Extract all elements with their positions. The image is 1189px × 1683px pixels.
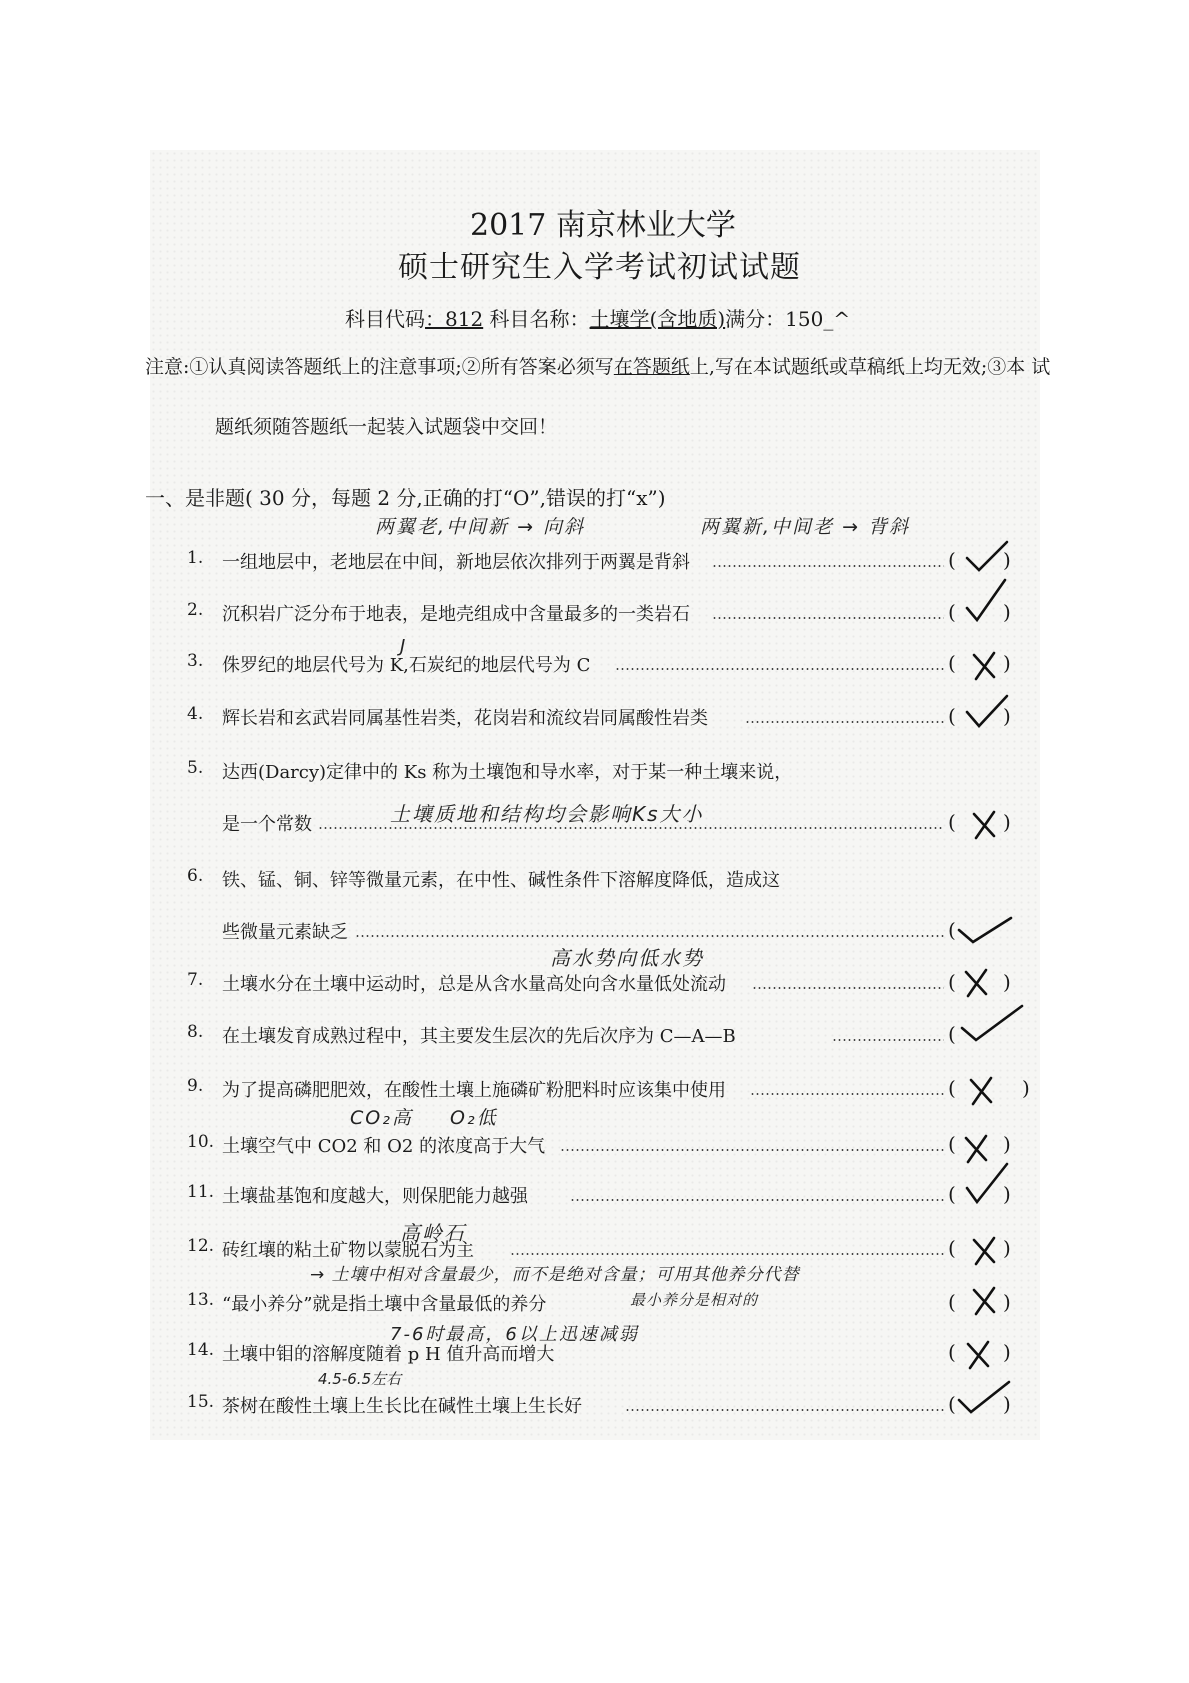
- answer-bracket: (: [948, 918, 956, 942]
- leader-dots: [832, 1039, 944, 1041]
- answer-bracket: ): [1003, 704, 1011, 728]
- handwritten-note-q13b: 最小养分是相对的: [630, 1291, 759, 1309]
- answer-bracket: ): [1003, 810, 1011, 834]
- leader-dots: [752, 987, 944, 989]
- answer-bracket: ): [1003, 970, 1011, 994]
- question-text: 土壤水分在土壤中运动时，总是从含水量高处向含水量低处流动: [222, 974, 726, 995]
- answer-bracket: (: [948, 1290, 956, 1314]
- question-text: 是一个常数: [222, 814, 312, 835]
- answer-bracket: (: [948, 1392, 956, 1416]
- answer-bracket: ): [1003, 1236, 1011, 1260]
- question-text: 土壤中钼的溶解度随着 p H 值升高而增大: [222, 1344, 555, 1365]
- leader-dots: [712, 565, 944, 567]
- subject-name-label: 科目名称：: [489, 307, 590, 331]
- question-text: 侏罗纪的地层代号为 K,石炭纪的地层代号为 C: [222, 655, 591, 676]
- cross-mark-icon: [968, 1284, 1002, 1318]
- question-text: 沉积岩广泛分布于地表，是地壳组成中含量最多的一类岩石: [222, 604, 690, 625]
- answer-bracket: ): [1003, 600, 1011, 624]
- question-text: 在土壤发育成熟过程中，其主要发生层次的先后次序为 C—A—B: [222, 1026, 736, 1047]
- exam-subtitle: 硕士研究生入学考试初试试题: [398, 250, 801, 285]
- cross-mark-icon: [962, 1338, 996, 1372]
- handwritten-note-q10-a: CO₂高: [350, 1107, 413, 1129]
- question-text: 土壤盐基饱和度越大，则保肥能力越强: [222, 1186, 528, 1207]
- subject-line: [345, 303, 850, 332]
- answer-bracket: (: [948, 1076, 956, 1100]
- answer-bracket: ): [1003, 1340, 1011, 1364]
- subject-name-value: 土壤学(含地质): [589, 307, 726, 331]
- question-number: 1.: [187, 548, 204, 568]
- handwritten-note-q12: 高岭石: [400, 1221, 466, 1245]
- question-text: 达西(Darcy)定律中的 Ks 称为土壤饱和导水率，对于某一种土壤来说，: [222, 762, 793, 783]
- answer-bracket: (: [948, 1340, 956, 1364]
- answer-bracket: ): [1003, 1290, 1011, 1314]
- question-number: 14.: [187, 1340, 215, 1360]
- question-number: 11.: [187, 1182, 215, 1202]
- leader-dots: [560, 1149, 944, 1151]
- question-text: 铁、锰、铜、锌等微量元素，在中性、碱性条件下溶解度降低，造成这: [222, 870, 780, 891]
- answer-bracket: (: [948, 704, 956, 728]
- handwritten-note-top-a: 两翼老,中间新 → 向斜: [375, 516, 586, 538]
- answer-bracket: ): [1003, 651, 1011, 675]
- answer-bracket: (: [948, 810, 956, 834]
- answer-bracket: (: [948, 548, 956, 572]
- full-score: 满分：150_^: [725, 307, 851, 331]
- answer-bracket: (: [948, 1236, 956, 1260]
- leader-dots: [745, 721, 944, 723]
- answer-bracket: ): [1003, 1182, 1011, 1206]
- question-text: 些微量元素缺乏: [222, 922, 348, 943]
- leader-dots: [712, 617, 944, 619]
- leader-dots: [615, 668, 944, 670]
- answer-bracket: ): [1003, 1132, 1011, 1156]
- question-number: 4.: [187, 704, 204, 724]
- question-number: 10.: [187, 1132, 215, 1152]
- answer-bracket: (: [948, 651, 956, 675]
- question-text: 土壤空气中 CO2 和 O2 的浓度高于大气: [222, 1136, 546, 1157]
- check-mark-icon: [958, 1002, 1028, 1048]
- question-number: 7.: [187, 970, 204, 990]
- handwritten-note-q3: J: [400, 636, 408, 657]
- question-text: 砖红壤的粘土矿物以蒙脱石为主: [222, 1240, 474, 1261]
- question-number: 12.: [187, 1236, 215, 1256]
- answer-bracket: (: [948, 970, 956, 994]
- notice-text-c: 上,写在本试题纸或草稿纸上均无效;③本 试: [689, 356, 1051, 378]
- question-number: 5.: [187, 758, 204, 778]
- notice-line-2: 题纸须随答题纸一起装入试题袋中交回！: [215, 416, 558, 438]
- subject-code-value: ：812: [425, 307, 484, 331]
- question-text: 辉长岩和玄武岩同属基性岩类，花岗岩和流纹岩同属酸性岩类: [222, 708, 708, 729]
- handwritten-note-q7: 高水势向低水势: [550, 946, 704, 970]
- notice-text-b: 在答题纸: [613, 356, 690, 378]
- answer-bracket: (: [948, 600, 956, 624]
- question-number: 15.: [187, 1392, 215, 1412]
- handwritten-note-top-b: 两翼新,中间老 → 背斜: [700, 516, 911, 538]
- cross-mark-icon: [960, 966, 994, 1000]
- answer-bracket: ): [1003, 548, 1011, 572]
- question-number: 6.: [187, 866, 204, 886]
- leader-dots: [570, 1199, 944, 1201]
- question-number: 8.: [187, 1022, 204, 1042]
- question-number: 2.: [187, 600, 204, 620]
- exam-title: 2017 南京林业大学: [470, 208, 736, 243]
- leader-dots: [318, 827, 944, 829]
- cross-mark-icon: [965, 1074, 999, 1108]
- section-title: 一、是非题( 30 分，每题 2 分,正确的打“O”,错误的打“x”): [145, 486, 666, 510]
- question-text: “最小养分”就是指土壤中含量最低的养分: [222, 1294, 547, 1315]
- question-text: 茶树在酸性土壤上生长比在碱性土壤上生长好: [222, 1396, 582, 1417]
- notice-text-a: 注意:①认真阅读答题纸上的注意事项;②所有答案必须写: [145, 356, 614, 378]
- handwritten-note-q13: → 土壤中相对含量最少，而不是绝对含量；可用其他养分代替: [310, 1265, 800, 1285]
- handwritten-note-q5: 土壤质地和结构均会影响Ks大小: [390, 802, 704, 826]
- cross-mark-icon: [968, 1234, 1002, 1268]
- answer-bracket: ): [1022, 1076, 1030, 1100]
- leader-dots: [510, 1253, 944, 1255]
- handwritten-note-q14: 7-6时最高，6以上迅速减弱: [390, 1324, 639, 1345]
- answer-bracket: ): [1003, 1392, 1011, 1416]
- question-number: 9.: [187, 1076, 204, 1096]
- question-text: 一组地层中，老地层在中间，新地层依次排列于两翼是背斜: [222, 552, 690, 573]
- cross-mark-icon: [968, 649, 1002, 683]
- leader-dots: [625, 1409, 944, 1411]
- subject-code-label: 科目代码: [345, 307, 425, 331]
- answer-bracket: (: [948, 1132, 956, 1156]
- answer-bracket: (: [948, 1022, 956, 1046]
- handwritten-note-q10-b: O₂低: [450, 1107, 498, 1129]
- check-mark-icon: [955, 912, 1015, 952]
- answer-bracket: (: [948, 1182, 956, 1206]
- notice-line-1: [145, 352, 1050, 379]
- leader-dots: [355, 935, 944, 937]
- leader-dots: [750, 1093, 944, 1095]
- question-number: 3.: [187, 651, 204, 671]
- question-number: 13.: [187, 1290, 215, 1310]
- question-text: 为了提高磷肥肥效，在酸性土壤上施磷矿粉肥料时应该集中使用: [222, 1080, 726, 1101]
- handwritten-note-q15: 4.5-6.5左右: [318, 1370, 402, 1388]
- cross-mark-icon: [960, 1132, 994, 1166]
- cross-mark-icon: [968, 808, 1002, 842]
